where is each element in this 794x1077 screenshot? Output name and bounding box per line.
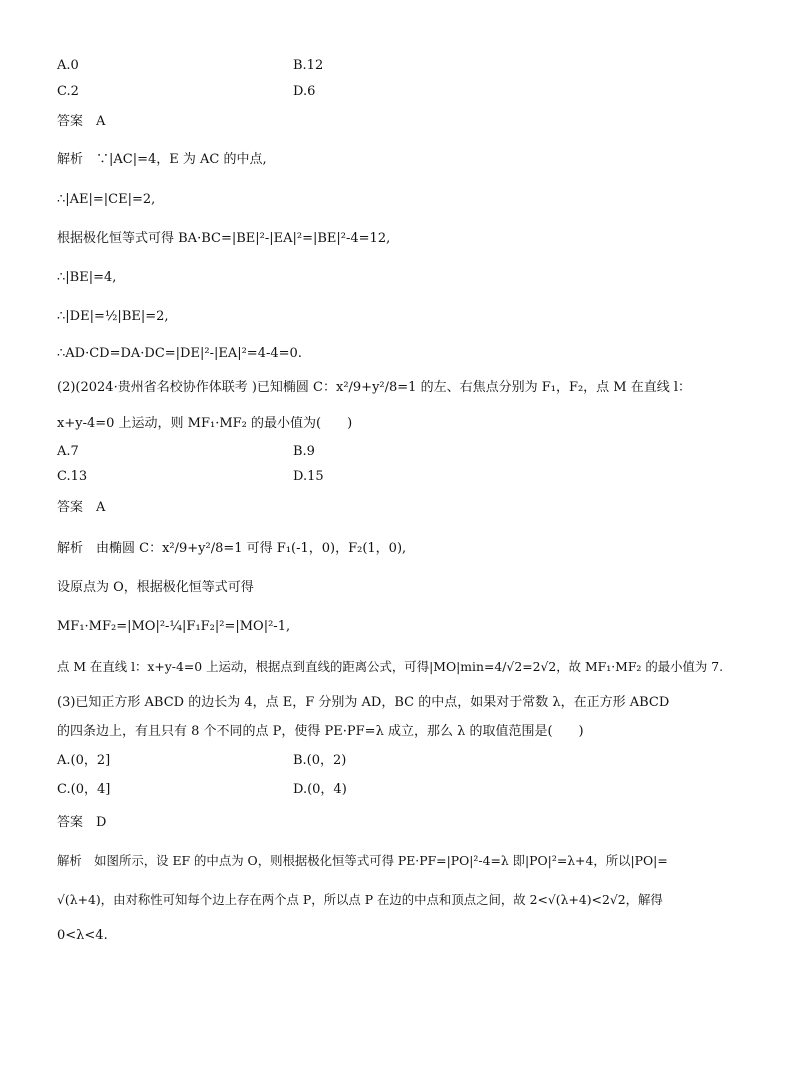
analysis-3-line-3: 0<λ<4. [57, 928, 108, 943]
option-b: B.(0，2) [293, 753, 347, 768]
option-d: D.15 [293, 469, 324, 484]
analysis-3-line-1: 解析 如图所示，设 EF 的中点为 O，则根据极化恒等式可得 PE·PF=|PO|²-4=λ 即|PO|²=λ+4，所以|PO|= [57, 853, 668, 868]
option-a: A.0 [57, 58, 79, 73]
option-a: A.7 [57, 444, 79, 459]
analysis-2-line-4: 点 M 在直线 l：x+y-4=0 上运动，根据点到直线的距离公式，可得|MO|min=4/√2=2√2，故 MF₁·MF₂ 的最小值为 7. [57, 659, 724, 674]
option-a: A.(0，2] [57, 753, 111, 768]
analysis-1-line-4: ∴|BE|=4, [57, 270, 117, 285]
analysis-2-line-1: 解析 由椭圆 C：x²/9+y²/8=1 可得 F₁(-1，0)，F₂(1，0), [57, 541, 407, 556]
option-b: B.12 [293, 58, 324, 73]
answer-2: 答案 A [57, 500, 106, 515]
question-3-line-1: (3)已知正方形 ABCD 的边长为 4，点 E，F 分别为 AD，BC 的中点，如果对于常数 λ，在正方形 ABCD [57, 695, 670, 710]
analysis-2-line-3: MF₁·MF₂=|MO|²-¼|F₁F₂|²=|MO|²-1, [57, 619, 291, 634]
analysis-1-line-5: ∴|DE|=½|BE|=2, [57, 309, 169, 324]
answer-3: 答案 D [57, 815, 107, 830]
analysis-1-line-3: 根据极化恒等式可得 BA·BC=|BE|²-|EA|²=|BE|²-4=12, [57, 231, 391, 246]
option-c: C.13 [57, 469, 88, 484]
question-3-line-2: 的四条边上，有且只有 8 个不同的点 P，使得 PE·PF=λ 成立，那么 λ 的取值范围是( ) [57, 724, 584, 739]
option-b: B.9 [293, 444, 315, 459]
option-c: C.2 [57, 84, 79, 99]
analysis-3-line-2: √(λ+4)，由对称性可知每个边上存在两个点 P，所以点 P 在边的中点和顶点之间，故 2<√(λ+4)<2√2，解得 [57, 892, 663, 907]
analysis-1-line-2: ∴|AE|=|CE|=2, [57, 192, 156, 207]
answer-1: 答案 A [57, 114, 106, 129]
question-2-line-2: x+y-4=0 上运动，则 MF₁·MF₂ 的最小值为( ) [57, 416, 353, 431]
option-d: D.(0，4) [293, 782, 347, 797]
analysis-1-line-1: 解析 ∵|AC|=4，E 为 AC 的中点, [57, 152, 267, 167]
question-2-line-1: (2)(2024·贵州省名校协作体联考 )已知椭圆 C：x²/9+y²/8=1 的左、右焦点分别为 F₁，F₂，点 M 在直线 l： [57, 380, 692, 395]
option-d: D.6 [293, 84, 316, 99]
analysis-2-line-2: 设原点为 O，根据极化恒等式可得 [57, 580, 254, 595]
option-c: C.(0，4] [57, 782, 111, 797]
analysis-1-line-6: ∴AD·CD=DA·DC=|DE|²-|EA|²=4-4=0. [57, 346, 302, 361]
